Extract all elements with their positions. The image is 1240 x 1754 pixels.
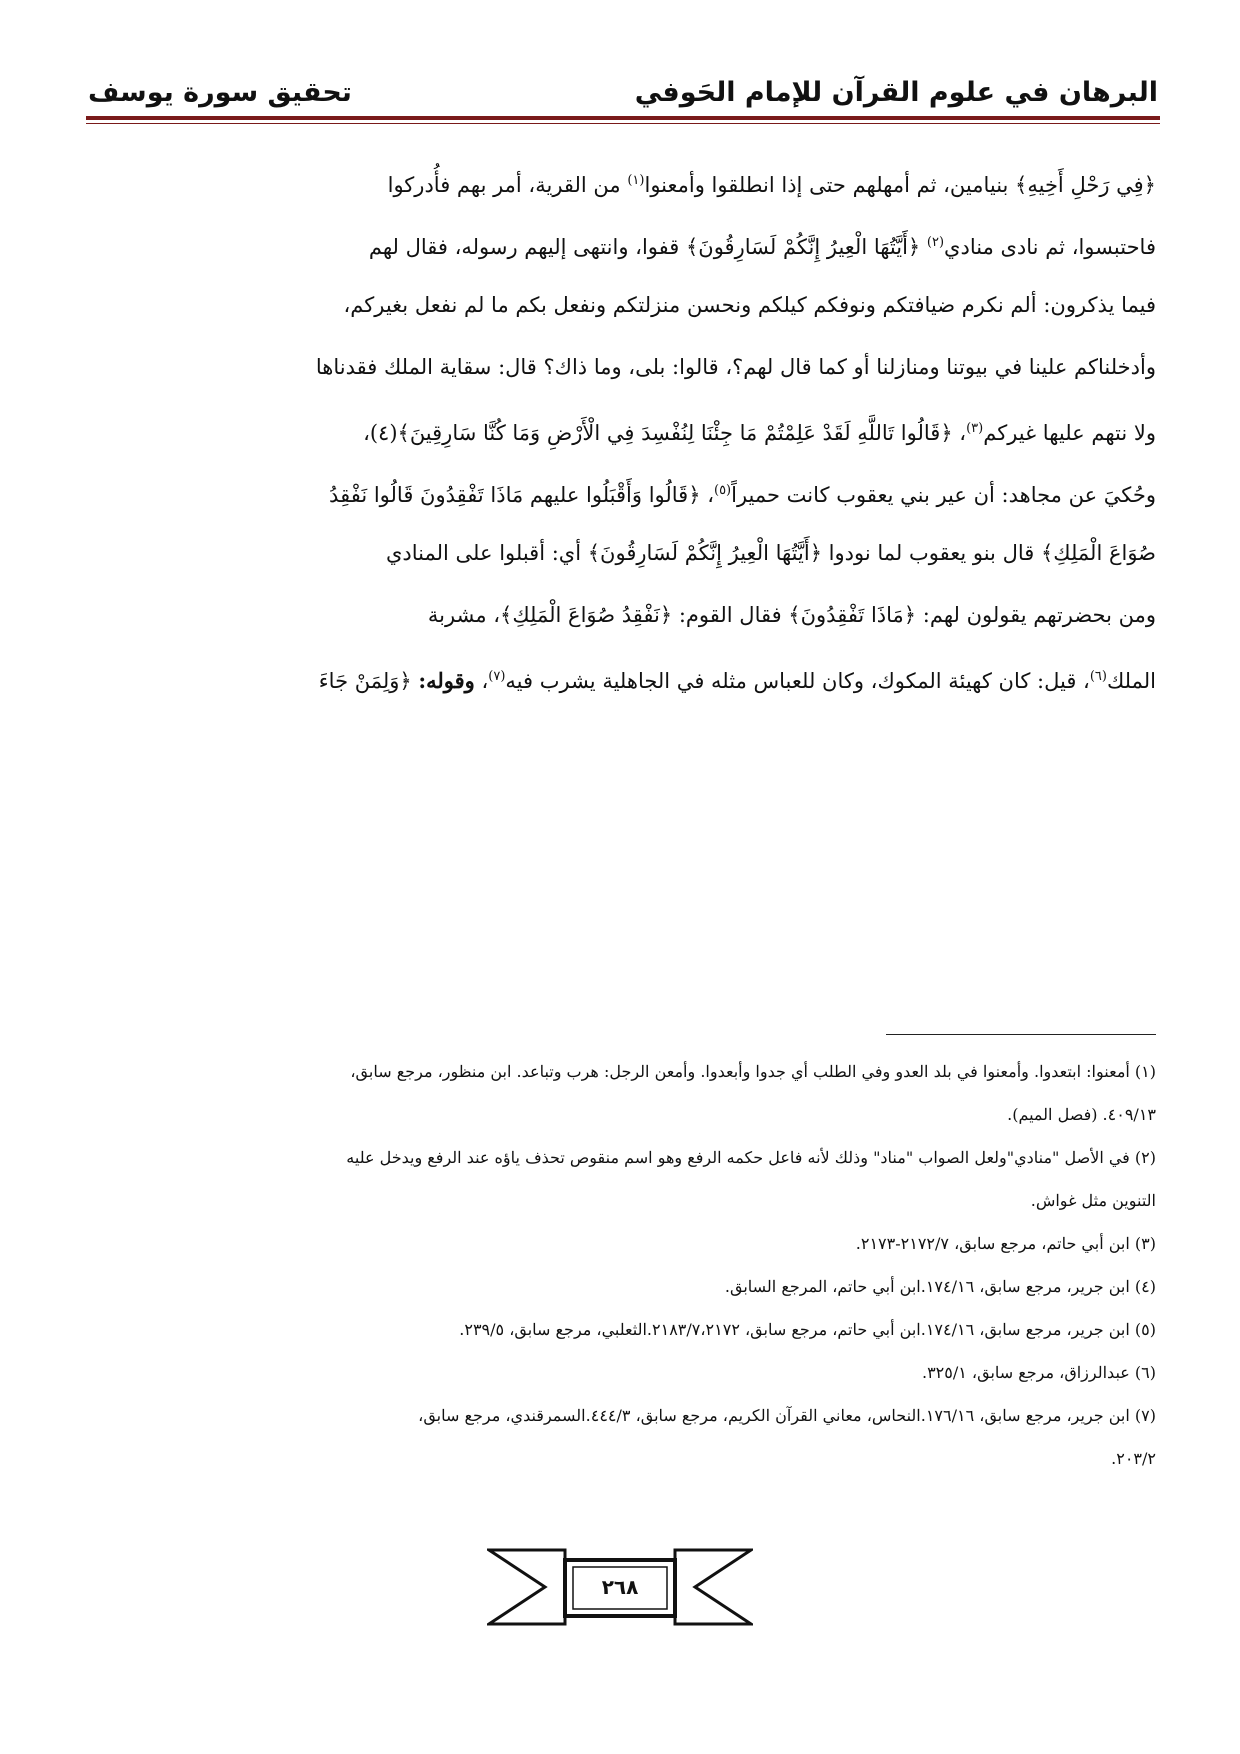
text-line: وحُكيَ عن مجاهد: أن عير بني يعقوب كانت حميراً$^{(٥)}$، ﴿قَالُوا وَأَقْبَلُوا عليهم مَاذَا تَفْقِدُونَ قَالُوا نَفْقِدُ	[329, 483, 1156, 507]
footnote-line: ٢٠٣/٢.	[1111, 1449, 1156, 1468]
main-text	[86, 150, 1156, 708]
footnote-line: (٦) عبدالرزاق، مرجع سابق، ٣٢٥/١.	[921, 1363, 1156, 1382]
footnote-line: ٤٠٩/١٣. (فصل الميم).	[1007, 1105, 1156, 1124]
text-line: وأدخلناكم علينا في بيوتنا ومنازلنا أو كما قال لهم؟، قالوا: بلى، وما ذاك؟ قال: سقاية الملك فقدناها	[315, 355, 1156, 379]
page-number: ٢٦٨	[601, 1575, 639, 1599]
footnote-line: (٢) في الأصل "منادي"ولعل الصواب "مناد" وذلك لأنه فاعل حكمه الرفع وهو اسم منقوص تحذف ياؤه عند الرفع ويدخل عليه	[346, 1148, 1156, 1167]
text-line: فيما يذكرون: ألم نكرم ضيافتكم ونوفكم كيلكم ونحسن منزلتكم ونفعل بكم ما لم نفعل بغيركم،	[343, 293, 1156, 317]
page-number-ornament	[487, 1546, 753, 1628]
text-line: ومن بحضرتهم يقولون لهم: ﴿مَاذَا تَفْقِدُونَ﴾ فقال القوم: ﴿نَفْقِدُ صُوَاعَ الْمَلِكِ﴾، مشربة	[427, 603, 1156, 627]
footnote-separator	[886, 1034, 1156, 1035]
text-line: ﴿فِي رَحْلِ أَخِيهِ﴾ بنيامين، ثم أمهلهم حتى إذا انطلقوا وأمعنوا$^{(١)}$ من القرية، أمر بهم فأُدركوا	[387, 173, 1156, 197]
footnote-line: (٥) ابن جرير، مرجع سابق، ١٧٤/١٦.ابن أبي حاتم، مرجع سابق، ٢١٨٣/٧،٢١٧٢.الثعلبي، مرجع سابق، ٢٣٩/٥.	[459, 1320, 1156, 1339]
header-rule	[86, 116, 1160, 120]
footnotes	[86, 1050, 1156, 1480]
footnote-line: (١) أمعنوا: ابتعدوا. وأمعنوا في بلد العدو وفي الطلب أي جدوا وأبعدوا. وأمعن الرجل: هرب وتباعد. ابن منظور، مرجع سابق،	[350, 1062, 1156, 1081]
running-header	[88, 72, 1158, 112]
header-section-title: تحقيق سورة يوسف	[88, 76, 352, 108]
footnote-line: التنوين مثل غواش.	[1030, 1191, 1156, 1210]
footnote-line: (٤) ابن جرير، مرجع سابق، ١٧٤/١٦.ابن أبي حاتم، المرجع السابق.	[724, 1277, 1156, 1296]
text-line: صُوَاعَ الْمَلِكِ﴾ قال بنو يعقوب لما نودوا ﴿أَيَّتُهَا الْعِيرُ إِنَّكُمْ لَسَارِقُونَ﴾ أي: أقبلوا على المنادي	[385, 541, 1156, 565]
text-line: ولا نتهم عليها غيركم$^{(٣)}$، ﴿قَالُوا تَاللَّهِ لَقَدْ عَلِمْتُمْ مَا جِئْنَا لِنُفْسِدَ فِي الْأَرْضِ وَمَا كُنَّا سَارِقِينَ﴾(٤)،	[363, 421, 1156, 445]
header-book-title: البرهان في علوم القرآن للإمام الحَوفي	[634, 76, 1158, 108]
text-line: الملك$^{(٦)}$، قيل: كان كهيئة المكوك، وكان للعباس مثله في الجاهلية يشرب فيه$^{(٧)}$، وقوله: ﴿وَلِمَنْ جَاءَ	[318, 668, 1156, 693]
footnote-line: (٧) ابن جرير، مرجع سابق، ١٧٦/١٦.النحاس، معاني القرآن الكريم، مرجع سابق، ٤٤٤/٣.السمرقندي، مرجع سابق،	[418, 1406, 1156, 1425]
text-line: فاحتبسوا، ثم نادى منادي$^{(٢)}$ ﴿أَيَّتُهَا الْعِيرُ إِنَّكُمْ لَسَارِقُونَ﴾ قفوا، وانتهى إليهم رسوله، فقال لهم	[368, 235, 1156, 259]
footnote-line: (٣) ابن أبي حاتم، مرجع سابق، ٢١٧٢/٧-٢١٧٣.	[855, 1234, 1156, 1253]
header-rule-thin	[86, 123, 1160, 124]
